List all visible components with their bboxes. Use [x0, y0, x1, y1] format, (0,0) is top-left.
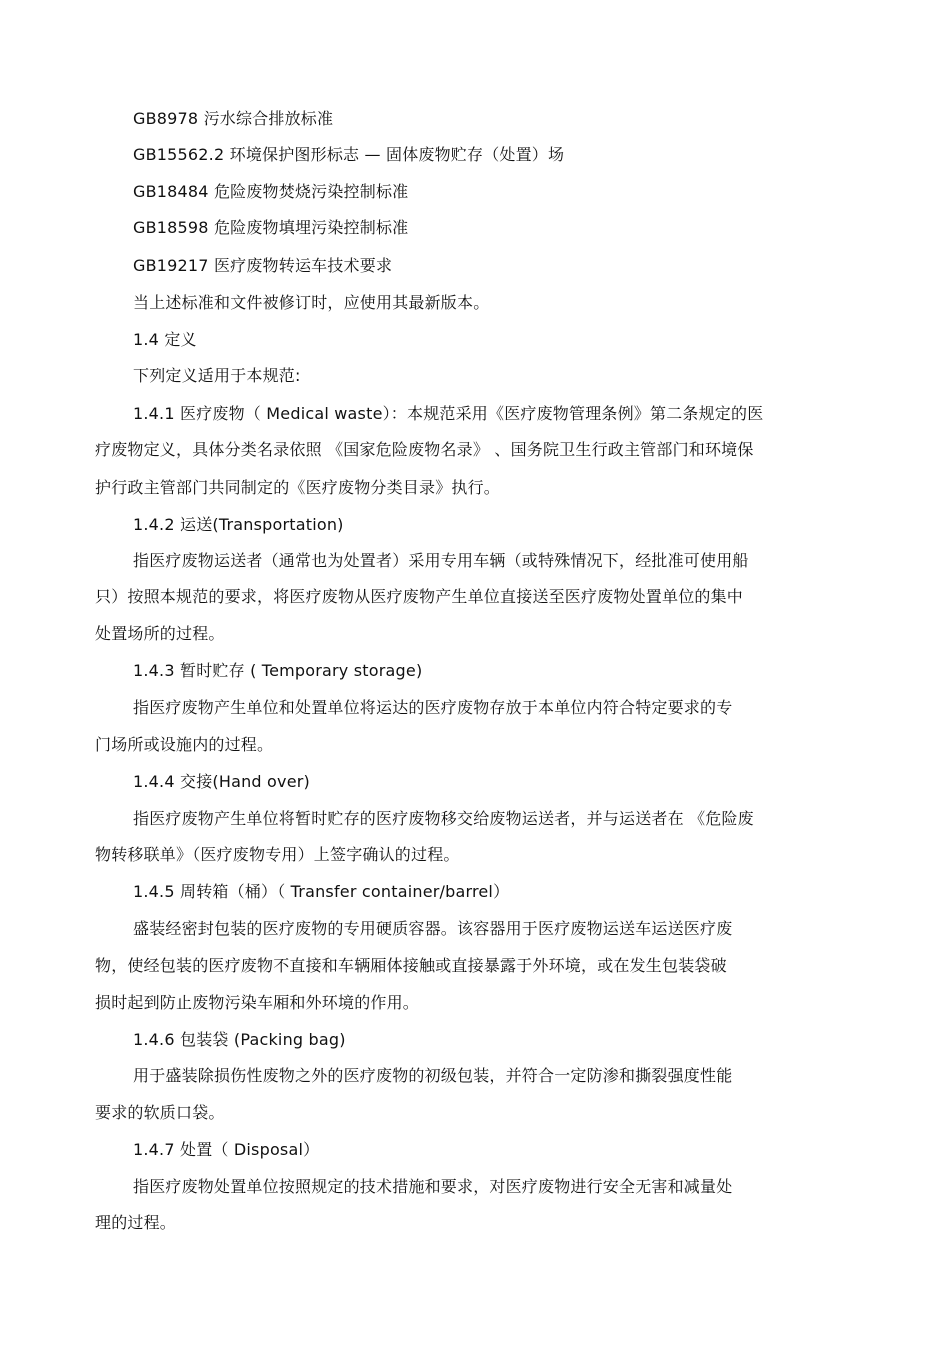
definition-hand-over-line-1: 指医疗废物产生单位将暂时贮存的医疗废物移交给废物运送者，并与运送者在 《危险废: [133, 809, 754, 828]
section-heading-definitions: 1.4 定义: [133, 330, 197, 349]
definition-temporary-storage-line-1: 指医疗废物产生单位和处置单位将运达的医疗废物存放于本单位内符合特定要求的专: [133, 698, 733, 717]
definition-hand-over-line-2: 物转移联单》（医疗废物专用）上签字确认的过程。: [95, 845, 460, 864]
standard-gb18598: GB18598 危险废物填埋污染控制标准: [133, 218, 409, 237]
definition-medical-waste-line-1: 1.4.1 医疗废物（ Medical waste）：本规范采用《医疗废物管理条例》第二条规定的医: [133, 404, 764, 423]
definition-disposal-heading: 1.4.7 处置（ Disposal）: [133, 1140, 320, 1159]
definition-packing-bag-line-1: 用于盛装除损伤性废物之外的医疗废物的初级包装，并符合一定防渗和撕裂强度性能: [133, 1066, 733, 1085]
definition-transfer-container-heading: 1.4.5 周转箱（桶）（ Transfer container/barrel）: [133, 882, 510, 901]
definition-transportation-line-1: 指医疗废物运送者（通常也为处置者）采用专用车辆（或特殊情况下，经批准可使用船: [133, 551, 749, 570]
standard-gb19217: GB19217 医疗废物转运车技术要求: [133, 256, 393, 275]
standard-gb15562: GB15562.2 环境保护图形标志 — 固体废物贮存（处置）场: [133, 145, 565, 164]
definition-packing-bag-heading: 1.4.6 包装袋 (Packing bag): [133, 1030, 346, 1049]
definition-hand-over-heading: 1.4.4 交接(Hand over): [133, 772, 310, 791]
definition-transfer-container-line-2: 物，使经包装的医疗废物不直接和车辆厢体接触或直接暴露于外环境，或在发生包装袋破: [95, 956, 727, 975]
revision-note: 当上述标准和文件被修订时，应使用其最新版本。: [133, 293, 490, 312]
definition-transfer-container-line-1: 盛装经密封包装的医疗废物的专用硬质容器。该容器用于医疗废物运送车运送医疗废: [133, 919, 733, 938]
definitions-intro: 下列定义适用于本规范:: [133, 366, 301, 385]
definition-medical-waste-line-3: 护行政主管部门共同制定的《医疗废物分类目录》执行。: [95, 478, 501, 497]
standard-gb8978: GB8978 污水综合排放标准: [133, 109, 334, 128]
definition-transportation-heading: 1.4.2 运送(Transportation): [133, 515, 344, 534]
definition-packing-bag-line-2: 要求的软质口袋。: [95, 1103, 225, 1122]
definition-temporary-storage-heading: 1.4.3 暂时贮存 ( Temporary storage): [133, 661, 423, 680]
definition-medical-waste-line-2: 疗废物定义，具体分类名录依照 《国家危险废物名录》 、国务院卫生行政主管部门和环境保: [95, 440, 754, 459]
definition-transportation-line-3: 处置场所的过程。: [95, 624, 225, 643]
definition-temporary-storage-line-2: 门场所或设施内的过程。: [95, 735, 274, 754]
definition-disposal-line-1: 指医疗废物处置单位按照规定的技术措施和要求，对医疗废物进行安全无害和减量处: [133, 1177, 733, 1196]
definition-transfer-container-line-3: 损时起到防止废物污染车厢和外环境的作用。: [95, 993, 420, 1012]
definition-transportation-line-2: 只）按照本规范的要求，将医疗废物从医疗废物产生单位直接送至医疗废物处置单位的集中: [95, 587, 744, 606]
standard-gb18484: GB18484 危险废物焚烧污染控制标准: [133, 182, 409, 201]
definition-disposal-line-2: 理的过程。: [95, 1213, 177, 1232]
